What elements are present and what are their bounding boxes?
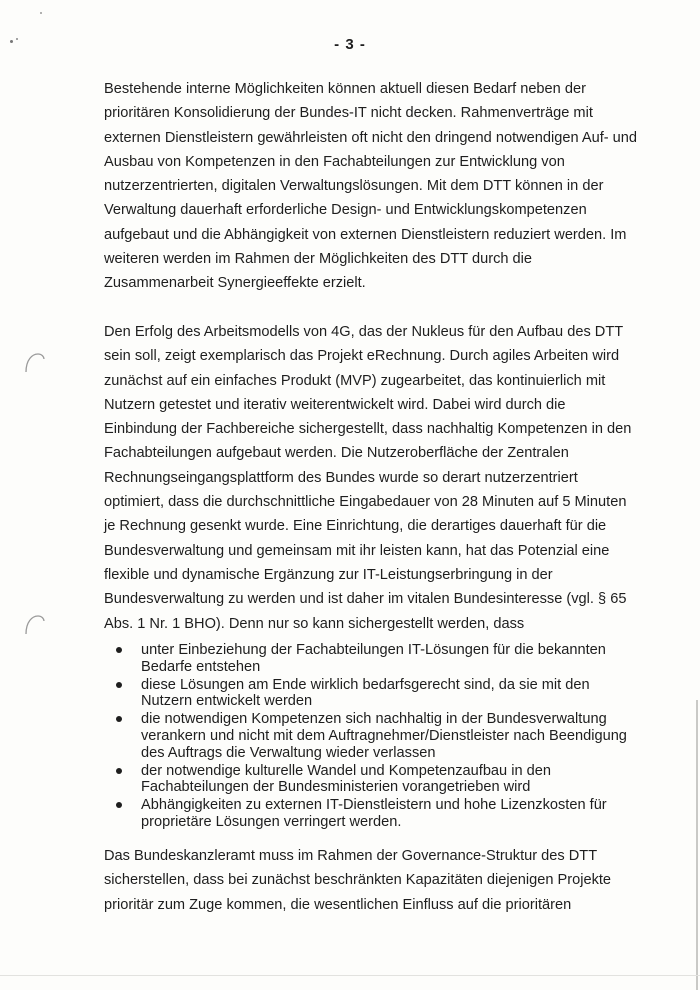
- text-line: Fachabteilungen der Bundesministerien vorangetrieben wird: [141, 779, 531, 796]
- text-line: Bestehende interne Möglichkeiten können aktuell diesen Bedarf neben der: [104, 81, 586, 97]
- text-line: Fachabteilungen aufgebaut werden. Die Nutzeroberfläche der Zentralen: [104, 445, 569, 462]
- text-line: Rechnungseingangsplattform des Bundes wurde so derart nutzerzentriert: [104, 469, 578, 486]
- text-line: sein soll, zeigt exemplarisch das Projekt eRechnung. Durch agiles Arbeiten wird: [104, 348, 620, 365]
- list-item: [104, 711, 627, 761]
- scan-edge-shadow: [696, 700, 698, 990]
- scan-bottom-edge: [0, 975, 700, 976]
- bullet-icon: [116, 768, 122, 774]
- scan-speck: [40, 12, 42, 14]
- text-line: externen Dienstleistern gewährleisten oft nicht den dringend notwendigen Auf- und: [104, 129, 638, 146]
- text-line: zunächst auf ein einfaches Produkt (MVP) zugearbeitet, das kontinuierlich mit: [104, 372, 606, 389]
- text-line: Nutzern getestet und iterativ weiterentwickelt wird. Dabei wird durch die: [104, 396, 566, 413]
- text-line: Das Bundeskanzleramt muss im Rahmen der Governance-Struktur des DTT: [104, 848, 598, 864]
- text-line: die notwendigen Kompetenzen sich nachhaltig in der Bundesverwaltung: [141, 711, 607, 728]
- paragraph-3: [104, 844, 612, 917]
- text-line: Ausbau von Kompetenzen in den Fachabteilungen zur Entwicklung von: [104, 153, 565, 170]
- list-item: [104, 797, 624, 830]
- bullet-icon: [116, 802, 122, 808]
- bullet-icon: [116, 716, 122, 722]
- list-item: [104, 677, 624, 710]
- text-line: Bundesverwaltung zu werden und ist daher im vitalen Bundesinteresse (vgl. § 65: [104, 591, 627, 608]
- text-line: Den Erfolg des Arbeitsmodells von 4G, das der Nukleus für den Aufbau des DTT: [104, 324, 624, 340]
- text-line: diese Lösungen am Ende wirklich bedarfsgerecht sind, da sie mit den: [141, 676, 590, 693]
- text-line: Einbindung der Fachbereiche sichergestellt, dass nachhaltig Kompetenzen in den: [104, 421, 632, 438]
- text-line: aufgebaut und die Abhängigkeit von externen Dienstleistern reduziert werden. Im: [104, 226, 627, 243]
- text-line: flexible und dynamische Ergänzung zur IT-Leistungserbringung in der: [104, 566, 553, 583]
- text-line: Bundesverwaltung und gemeinsam mit ihr leisten kann, hat das Potenzial eine: [104, 542, 610, 559]
- bullet-icon: [116, 647, 122, 653]
- text-line: Abs. 1 Nr. 1 BHO). Denn nur so kann sichergestellt werden, dass: [104, 615, 525, 632]
- text-line: unter Einbeziehung der Fachabteilungen IT-Lösungen für die bekannten: [141, 642, 606, 658]
- punch-hole-mark: [22, 610, 46, 640]
- text-line: sicherstellen, dass bei zunächst beschränkten Kapazitäten diejenigen Projekte: [104, 872, 612, 889]
- bullet-list: [104, 642, 627, 832]
- punch-hole-mark: [22, 350, 46, 380]
- paragraph-2: [104, 320, 632, 636]
- list-item: [104, 763, 624, 796]
- text-line: weiteren werden im Rahmen der Möglichkeiten des DTT durch die: [104, 251, 533, 268]
- text-line: verankern und nicht mit dem Auftragnehmer/Dienstleister nach Beendigung: [141, 727, 627, 744]
- text-line: Abhängigkeiten zu externen IT-Dienstleistern und hohe Lizenzkosten für: [141, 797, 607, 814]
- text-line: je Rechnung gesenkt wurde. Eine Einrichtung, die derartiges dauerhaft für die: [104, 518, 607, 535]
- text-line: der notwendige kulturelle Wandel und Kompetenzaufbau in den: [141, 762, 551, 779]
- text-line: optimiert, dass die durchschnittliche Eingabedauer von 28 Minuten auf 5 Minuten: [104, 494, 627, 511]
- text-line: Nutzern entwickelt werden: [141, 693, 313, 710]
- text-line: Zusammenarbeit Synergieeffekte erzielt.: [104, 275, 366, 292]
- text-line: Verwaltung dauerhaft erforderliche Design- und Entwicklungskompetenzen: [104, 202, 587, 219]
- list-item: [104, 642, 624, 675]
- page-number: - 3 -: [334, 36, 366, 53]
- text-line: Bedarfe entstehen: [141, 658, 261, 675]
- text-line: des Auftrags die Verwaltung wieder verlassen: [141, 744, 436, 761]
- bullet-icon: [116, 682, 122, 688]
- text-line: nutzerzentrierten, digitalen Verwaltungslösungen. Mit dem DTT können in der: [104, 178, 604, 195]
- paragraph-1: [104, 77, 638, 296]
- text-line: prioritär zum Zuge kommen, die wesentlichen Einfluss auf die prioritären: [104, 896, 572, 913]
- text-line: proprietäre Lösungen verringert werden.: [141, 813, 402, 830]
- text-line: prioritären Konsolidierung der Bundes-IT nicht decken. Rahmenverträge mit: [104, 105, 593, 122]
